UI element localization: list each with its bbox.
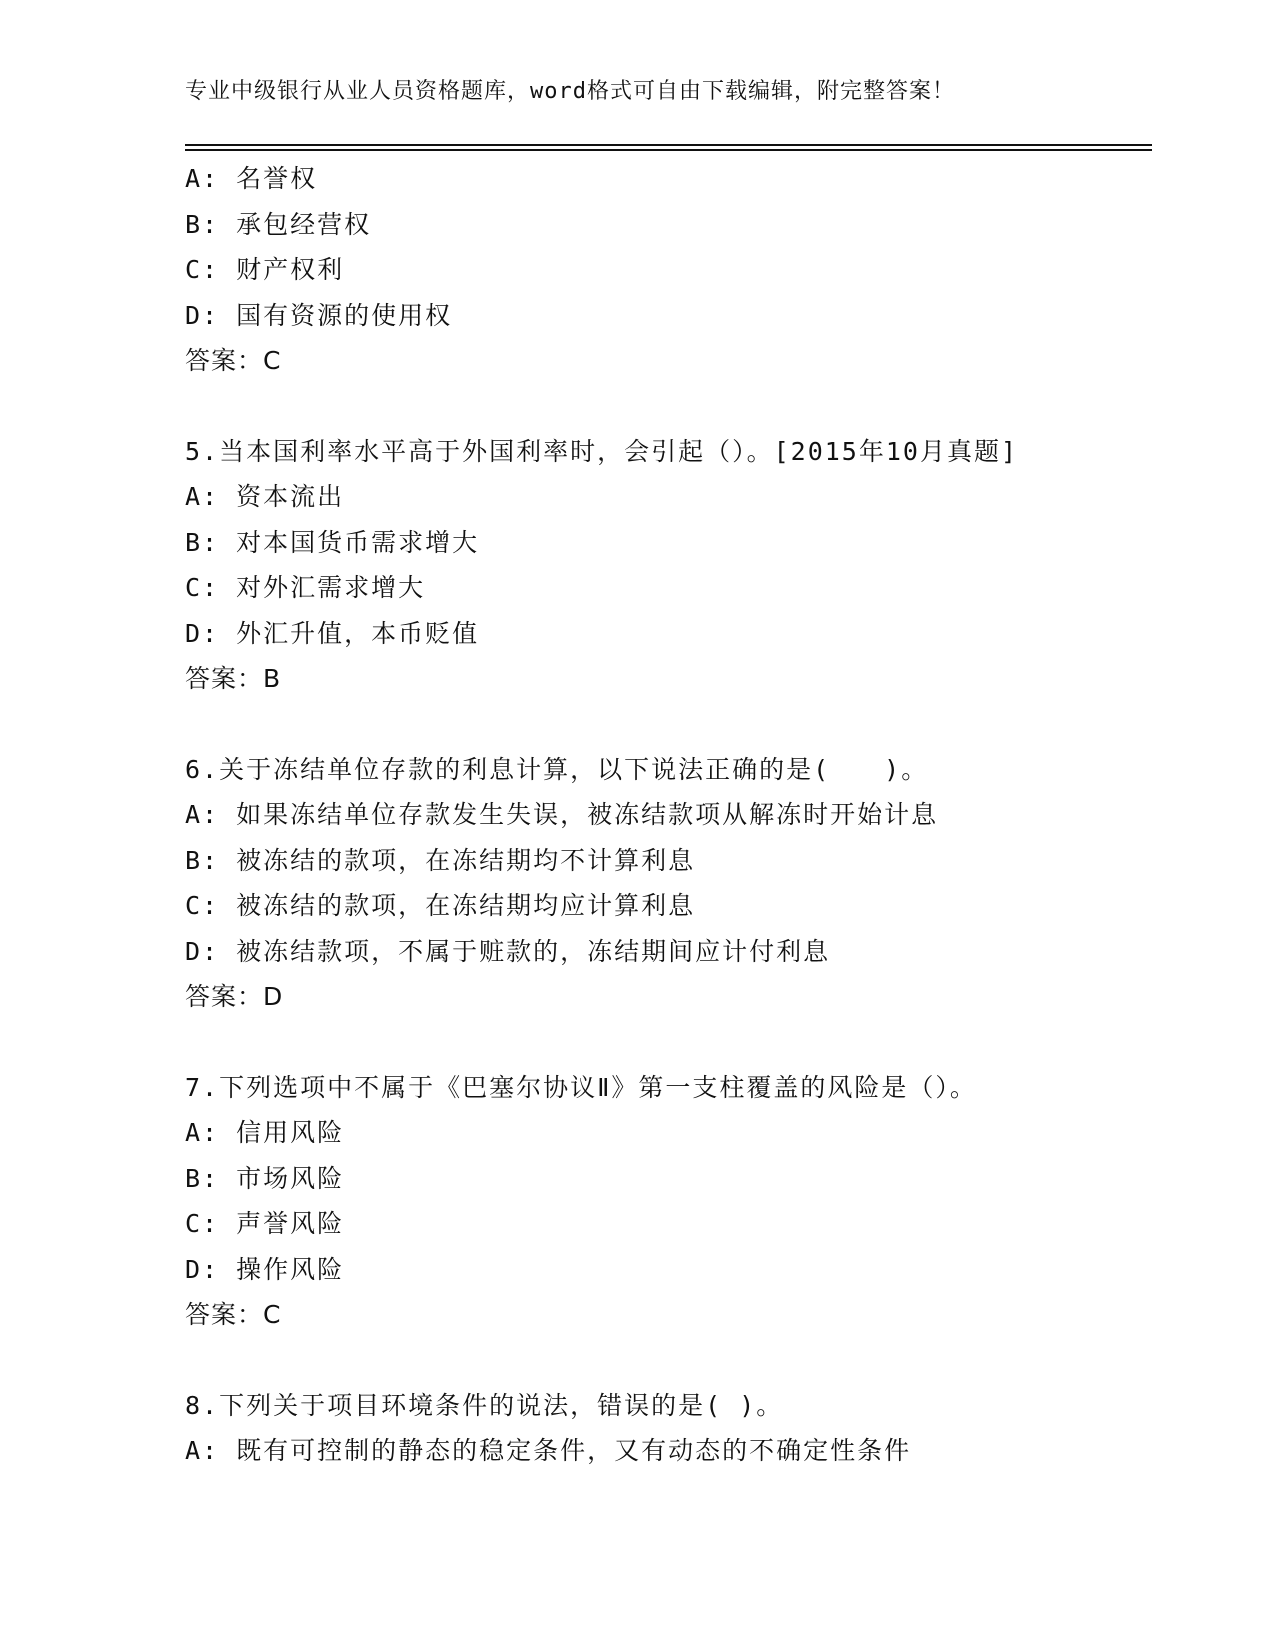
option-b: B: 市场风险 xyxy=(185,1163,345,1193)
header-rule-thin xyxy=(185,149,1152,151)
answer: 答案：C xyxy=(185,346,282,375)
answer: 答案：D xyxy=(185,982,284,1011)
option-d: D: 外汇升值，本币贬值 xyxy=(185,618,480,648)
option-b: B: 对本国货币需求增大 xyxy=(185,527,480,557)
option-a: A: 名誉权 xyxy=(185,164,318,193)
option-a: A: 既有可控制的静态的稳定条件，又有动态的不确定性条件 xyxy=(185,1436,912,1465)
question-block-5 xyxy=(185,429,1152,702)
question-stem: 7.下列选项中不属于《巴塞尔协议Ⅱ》第一支柱覆盖的风险是（）。 xyxy=(185,1072,977,1102)
page-header: 专业中级银行从业人员资格题库，word格式可自由下载编辑，附完整答案！ xyxy=(185,79,955,104)
answer: 答案：C xyxy=(185,1300,282,1329)
question-stem: 8.下列关于项目环境条件的说法，错误的是( )。 xyxy=(185,1390,784,1420)
option-a: A: 资本流出 xyxy=(185,482,345,511)
option-a: A: 如果冻结单位存款发生失误，被冻结款项从解冻时开始计息 xyxy=(185,800,939,829)
option-c: C: 对外汇需求增大 xyxy=(185,573,426,602)
option-d: D: 被冻结款项，不属于赃款的，冻结期间应计付利息 xyxy=(185,936,831,966)
question-list xyxy=(185,156,1152,1474)
option-b: B: 承包经营权 xyxy=(185,209,372,239)
option-c: C: 财产权利 xyxy=(185,255,345,284)
question-block-6 xyxy=(185,747,1152,1020)
option-b: B: 被冻结的款项，在冻结期均不计算利息 xyxy=(185,845,696,875)
option-d: D: 操作风险 xyxy=(185,1254,345,1284)
question-block-8 xyxy=(185,1383,1152,1474)
question-stem: 5.当本国利率水平高于外国利率时，会引起（）。[2015年10月真题] xyxy=(185,436,1019,466)
question-block-7 xyxy=(185,1065,1152,1338)
question-block-4 xyxy=(185,156,1152,384)
option-c: C: 声誉风险 xyxy=(185,1209,345,1238)
option-c: C: 被冻结的款项，在冻结期均应计算利息 xyxy=(185,891,696,920)
answer: 答案：B xyxy=(185,664,282,693)
question-stem: 6.关于冻结单位存款的利息计算，以下说法正确的是( )。 xyxy=(185,754,929,784)
option-a: A: 信用风险 xyxy=(185,1118,345,1147)
header-rule xyxy=(185,144,1152,146)
option-d: D: 国有资源的使用权 xyxy=(185,300,453,330)
